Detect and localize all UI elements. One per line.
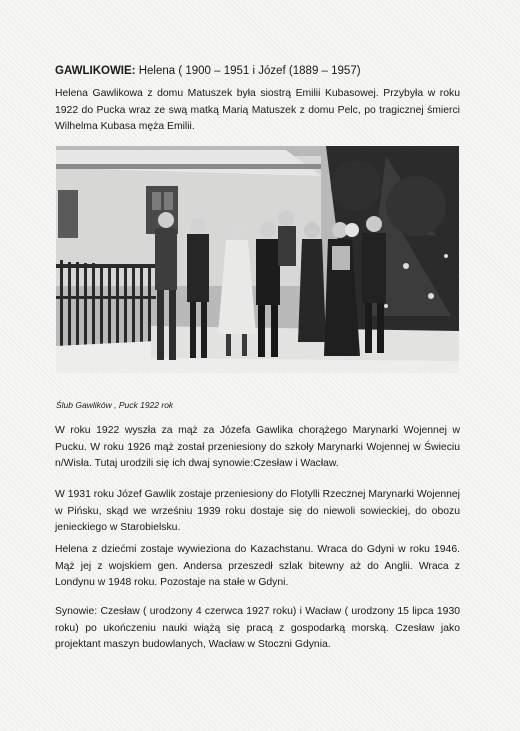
paragraph-kazakhstan: Helena z dziećmi zostaje wywieziona do Kazachstanu. Wraca do Gdyni w roku 1946. Mąż jej z wojskiem gen. Andersa przeszedł szlak bitewny aż do Anglii. Wraca z Londynu w 1948 roku. Pozostaje na stałe w Gdyni. [55,544,460,588]
paragraph-marriage: W roku 1922 wyszła za mąż za Józefa Gawlika chorążego Marynarki Wojennej w Pucku. W roku 1926 mąż został przeniesiony do szkoły Marynarki Wojennej w Świeciu n/Wisła. Tutaj urodzili się ich dwaj synowie:Czesław i Wacław. [55,425,460,469]
wedding-photo [56,146,459,373]
wedding-photo-illustration [56,146,459,373]
photo-caption: Ślub Gawlików , Puck 1922 rok [56,400,174,410]
paragraph-intro: Helena Gawlikowa z domu Matuszek była siostrą Emilii Kubasowej. Przybyła w roku 1922 do Pucka wraz ze swą matką Marią Matuszek z domu Pelc, po tragicznej śmierci Wilhelma Kubasa męża Emilii. [55,88,460,132]
heading-family-name: GAWLIKOWIE: [55,65,136,77]
document-heading [55,64,475,78]
paragraph-pinsk: W 1931 roku Józef Gawlik zostaje przeniesiony do Flotylli Rzecznej Marynarki Wojennej w Pińsku, skąd we wrześniu 1939 roku dostaje się do niewoli sowieckiej, do obozu jenieckiego w Starobielsku. [55,489,460,533]
paragraph-sons: Synowie: Czesław ( urodzony 4 czerwca 1927 roku) i Wacław ( urodzony 15 lipca 1930 roku) po ukończeniu nauki wiążą się pracą z gospodarką morską. Czesław jako projektant maszyn budowlanych, Wacław w Stoczni Gdynia. [55,606,460,650]
heading-names-dates: Helena ( 1900 – 1951 i Józef (1889 – 1957) [135,65,361,77]
